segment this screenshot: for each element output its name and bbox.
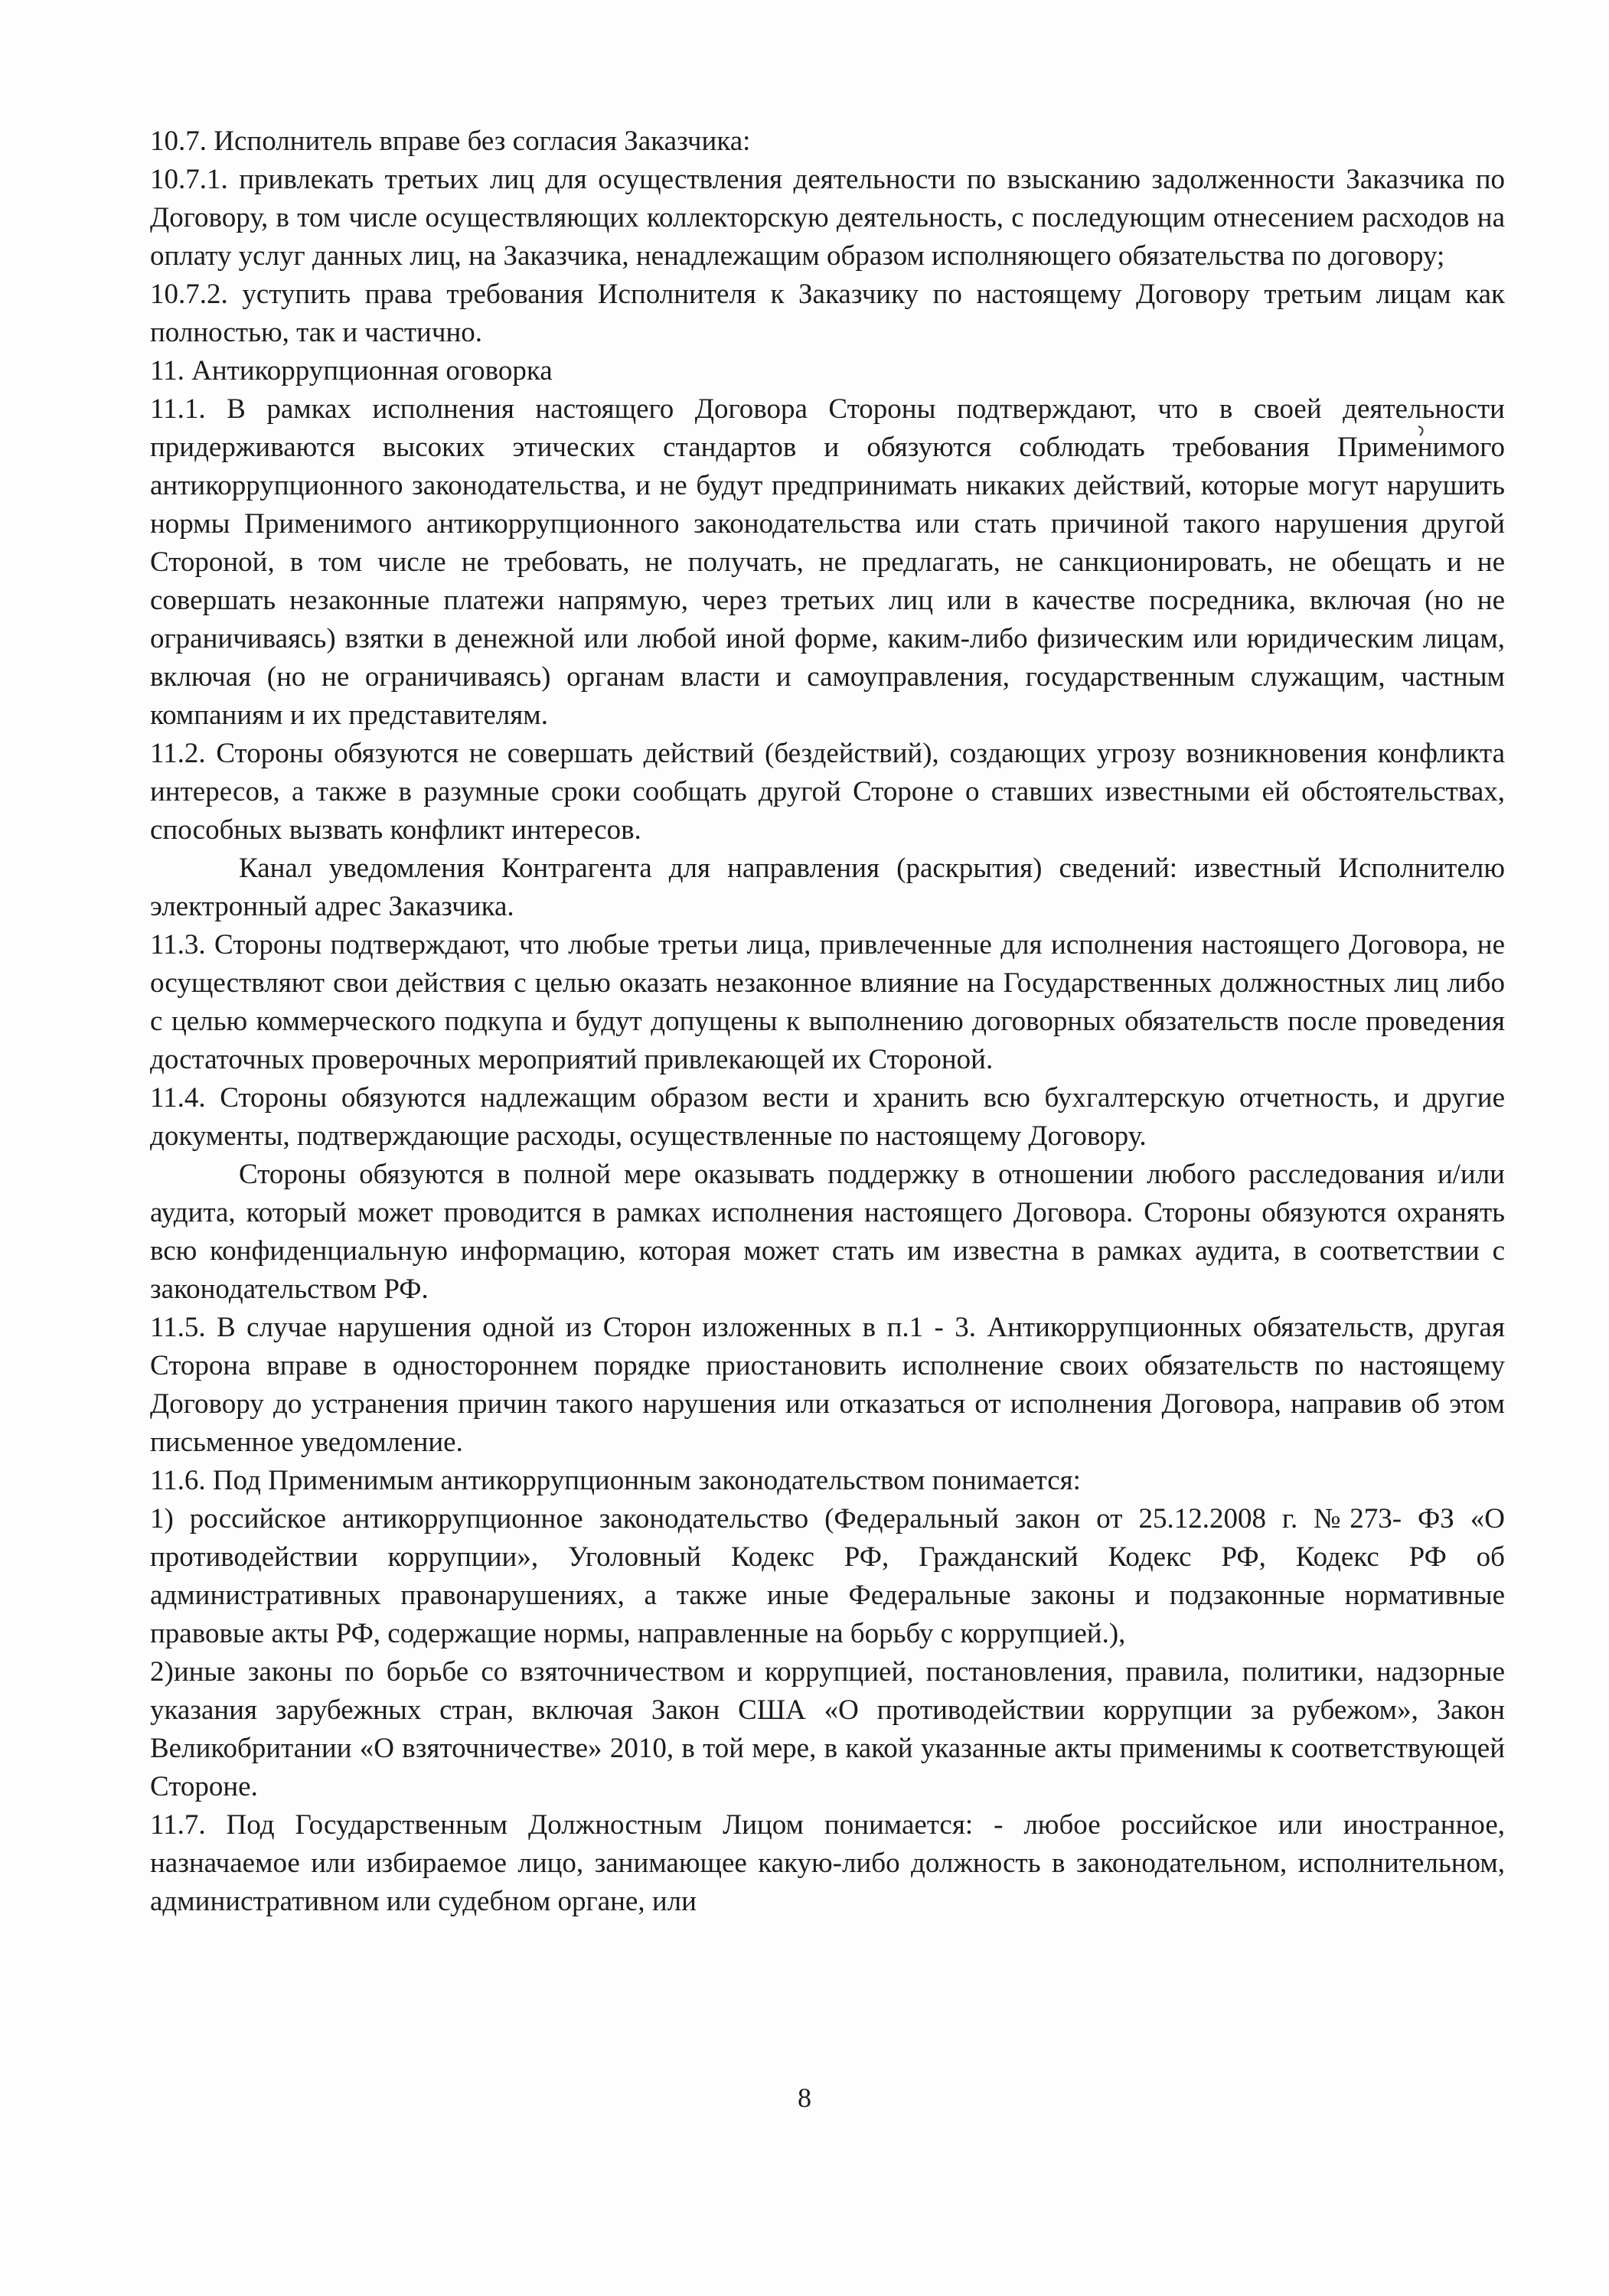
paragraph-10-7-1: 10.7.1. привлекать третьих лиц для осуществления деятельности по взысканию задолженности Заказчика по Договору, в том числе осуществляющих коллекторскую деятельность, с последующим отнесением расходов на оплату услуг данных лиц, на Заказчика, ненадлежащим образом исполняющего обязательства по договору; xyxy=(150,164,1505,272)
paragraph-11-3: 11.3. Стороны подтверждают, что любые третьи лица, привлеченные для исполнения настоящего Договора, не осуществляют свои действия с целью оказать незаконное влияние на Государственных должностных лиц либо с целью коммерческого подкупа и будут допущены к выполнению договорных обязательств после проведения достаточных проверочных мероприятий привлекающей их Стороной. xyxy=(150,929,1505,1075)
pen-mark-icon xyxy=(1416,424,1427,439)
handwritten-mark xyxy=(1416,424,1427,443)
section-heading-11: 11. Антикоррупционная оговорка xyxy=(150,355,553,386)
paragraph-11-6-item-1: 1) российское антикоррупционное законодательство (Федеральный закон от 25.12.2008 г. №273- ФЗ «О противодействии коррупции», Уголовный Кодекс РФ, Гражданский Кодекс РФ, Кодекс РФ об административных правонарушениях, а также иные Федеральные законы и подзаконные нормативные правовые акты РФ, содержащие нормы, направленные на борьбу с коррупцией.), xyxy=(150,1503,1505,1649)
paragraph-11-4: 11.4. Стороны обязуются надлежащим образом вести и хранить всю бухгалтерскую отчетность, и другие документы, подтверждающие расходы, осуществленные по настоящему Договору. xyxy=(150,1082,1505,1152)
paragraph-11-7: 11.7. Под Государственным Должностным Лицом понимается: - любое российское или иностранное, назначаемое или избираемое лицо, занимающее какую-либо должность в законодательном, исполнительном, административном или судебном органе, или xyxy=(150,1809,1505,1917)
document-body xyxy=(150,122,1505,1921)
paragraph-11-1: 11.1. В рамках исполнения настоящего Договора Стороны подтверждают, что в своей деятельности придерживаются высоких этических стандартов и обязуются соблюдать требования Применимого антикоррупционного законодательства, и не будут предпринимать никаких действий, которые могут нарушить нормы Применимого антикоррупционного законодательства или стать причиной такого нарушения другой Стороной, в том числе не требовать, не получать, не предлагать, не санкционировать, не обещать и не совершать незаконные платежи напрямую, через третьих лиц или в качестве посредника, включая (но не ограничиваясь) взятки в денежной или любой иной форме, каким-либо физическим или юридическим лицам, включая (но не ограничиваясь) органам власти и самоуправления, государственным служащим, частным компаниям и их представителям. xyxy=(150,393,1505,731)
paragraph-11-6-item-2: 2)иные законы по борьбе со взяточничеством и коррупцией, постановления, правила, политики, надзорные указания зарубежных стран, включая Закон США «О противодействии коррупции за рубежом», Закон Великобритании «О взяточничестве» 2010, в той мере, в какой указанные акты применимы к соответствующей Стороне. xyxy=(150,1656,1505,1802)
paragraph-10-7: 10.7. Исполнитель вправе без согласия Заказчика: xyxy=(150,126,751,157)
paragraph-11-6: 11.6. Под Применимым антикоррупционным законодательством понимается: xyxy=(150,1465,1081,1496)
page-number: 8 xyxy=(798,2082,811,2113)
paragraph-audit-support: Стороны обязуются в полной мере оказывать поддержку в отношении любого расследования и/или аудита, который может проводится в рамках исполнения настоящего Договора. Стороны обязуются охранять всю конфиденциальную информацию, которая может стать им известна в рамках аудита, в соответствии с законодательством РФ. xyxy=(150,1159,1505,1305)
paragraph-11-2: 11.2. Стороны обязуются не совершать действий (бездействий), создающих угрозу возникновения конфликта интересов, а также в разумные сроки сообщать другой Стороне о ставших известными ей обстоятельствах, способных вызвать конфликт интересов. xyxy=(150,738,1505,846)
paragraph-notification-channel: Канал уведомления Контрагента для направления (раскрытия) сведений: известный Исполнителю электронный адрес Заказчика. xyxy=(150,853,1505,922)
paragraph-11-5: 11.5. В случае нарушения одной из Сторон изложенных в п.1 - 3. Антикоррупционных обязательств, другая Сторона вправе в одностороннем порядке приостановить исполнение своих обязательств по настоящему Договору до устранения причин такого нарушения или отказаться от исполнения Договора, направив об этом письменное уведомление. xyxy=(150,1312,1505,1458)
paragraph-10-7-2: 10.7.2. уступить права требования Исполнителя к Заказчику по настоящему Договору третьим лицам как полностью, так и частично. xyxy=(150,279,1505,348)
